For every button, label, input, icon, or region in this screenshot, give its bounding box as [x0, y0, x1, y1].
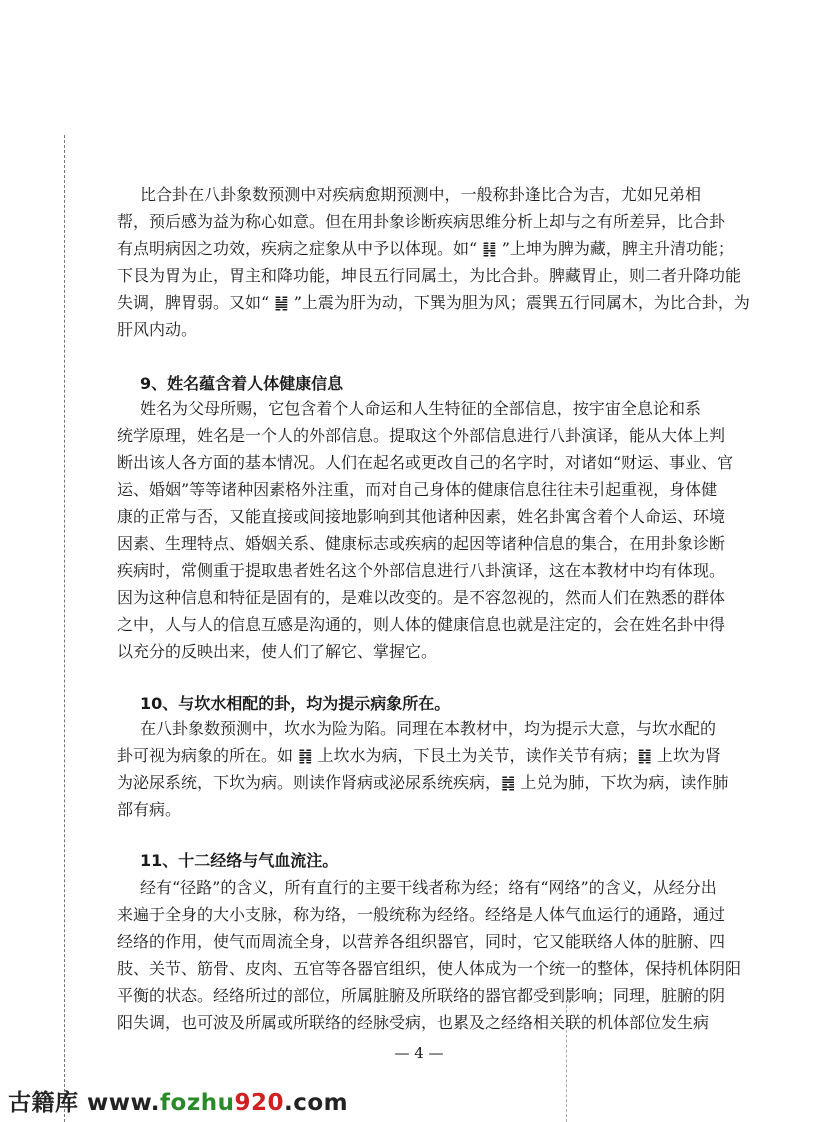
text-line: 因素、生理特点、婚姻关系、健康标志或疾病的起因等诸种信息的集合，在用卦象诊断: [117, 534, 726, 553]
paragraph-section-10: [117, 715, 729, 823]
watermark-prefix: 古籍库 www.: [8, 1090, 161, 1116]
text-line: 帮，预后感为益为称心如意。但在用卦象诊断疾病思维分析上却与之有所差异，比合卦: [117, 212, 726, 231]
site-watermark: [8, 1084, 348, 1117]
text-line: 卦可视为病象的所在。如 ䷦ 上坎水为病，下艮土为关节，读作关节有病；䷜ 上坎为肾: [117, 746, 721, 765]
text-line: 姓名为父母所赐，它包含着个人命运和人生特征的全部信息，按宇宙全息论和系: [140, 399, 701, 418]
scan-border-line: [64, 135, 65, 1122]
text-line: 下艮为胃为止，胃主和降功能，坤艮五行同属土，为比合卦。脾藏胃止，则二者升降功能: [117, 266, 742, 285]
section-heading-10: 10、与坎水相配的卦，均为提示病象所在。: [140, 694, 451, 713]
text-line: 失调，脾胃弱。又如“ ䷟ ”上震为肝为动，下巽为胆为风；震巽五行同属木，为比合卦，为: [117, 293, 750, 312]
watermark-suffix: .com: [284, 1090, 349, 1116]
text-line: 运、婚姻”等等诸种因素格外注重，而对自己身体的健康信息往往未引起重视，身体健: [117, 480, 718, 499]
watermark-green: fozhu: [160, 1090, 235, 1116]
section-heading-9: 9、姓名蕴含着人体健康信息: [140, 374, 344, 393]
text-line: 断出该人各方面的基本情况。人们在起名或更改自己的名字时，对诸如“财运、事业、官: [117, 453, 734, 472]
text-line: 肢、关节、筋骨、皮肉、五官等各器官组织，使人体成为一个统一的整体，保持机体阴阳: [117, 959, 742, 978]
page-number: — 4 —: [394, 1044, 444, 1062]
watermark-red: 920: [234, 1090, 284, 1116]
text-line: 为泌尿系统，下坎为病。则读作肾病或泌尿系统疾病，䷮ 上兑为肺，下坎为病，读作肺: [117, 773, 729, 792]
text-line: 部有病。: [117, 800, 182, 819]
text-line: 疾病时，常侧重于提取患者姓名这个外部信息进行八卦演译，这在本教材中均有体现。: [117, 561, 726, 580]
text-line: 来遍于全身的大小支脉，称为络，一般统称为经络。经络是人体气血运行的通路，通过: [117, 905, 726, 924]
text-line: 经有“径路”的含义，所有直行的主要干线者称为经；络有“网络”的含义，从经分出: [140, 878, 717, 897]
text-line: 康的正常与否，又能直接或间接地影响到其他诸种因素，姓名卦寓含着个人命运、环境: [117, 507, 726, 526]
paragraph-section-9: [117, 395, 734, 665]
text-line: 因为这种信息和特征是固有的，是难以改变的。是不容忽视的，然而人们在熟悉的群体: [117, 588, 726, 607]
text-line: 阳失调，也可波及所属或所联络的经脉受病，也累及之经络相关联的机体部位发生病: [117, 1013, 710, 1032]
text-line: 之中，人与人的信息互感是沟通的，则人体的健康信息也就是注定的，会在姓名卦中得: [117, 615, 726, 634]
text-line: 经络的作用，使气而周流全身，以营养各组织器官，同时，它又能联络人体的脏腑、四: [117, 932, 726, 951]
text-line: 有点明病因之功效，疾病之症象从中予以体现。如“ ䷎ ”上坤为脾为藏，脾主升清功能；: [117, 239, 734, 258]
text-line: 平衡的状态。经络所过的部位，所属脏腑及所联络的器官都受到影响；同理，脏腑的阴: [117, 986, 726, 1005]
text-line: 在八卦象数预测中，坎水为险为陷。同理在本教材中，均为提示大意，与坎水配的: [140, 719, 717, 738]
text-line: 统学原理，姓名是一个人的外部信息。提取这个外部信息进行八卦演译，能从大体上判: [117, 426, 726, 445]
text-line: 比合卦在八卦象数预测中对疾病愈期预测中，一般称卦逢比合为吉，尤如兄弟相: [140, 185, 701, 204]
paragraph-section-11: [117, 874, 742, 1036]
text-line: 以充分的反映出来，使人们了解它、掌握它。: [117, 642, 438, 661]
section-heading-11: 11、十二经络与气血流注。: [140, 851, 339, 870]
paragraph-bihe-gua: [117, 181, 750, 343]
text-line: 肝风内动。: [117, 320, 198, 339]
